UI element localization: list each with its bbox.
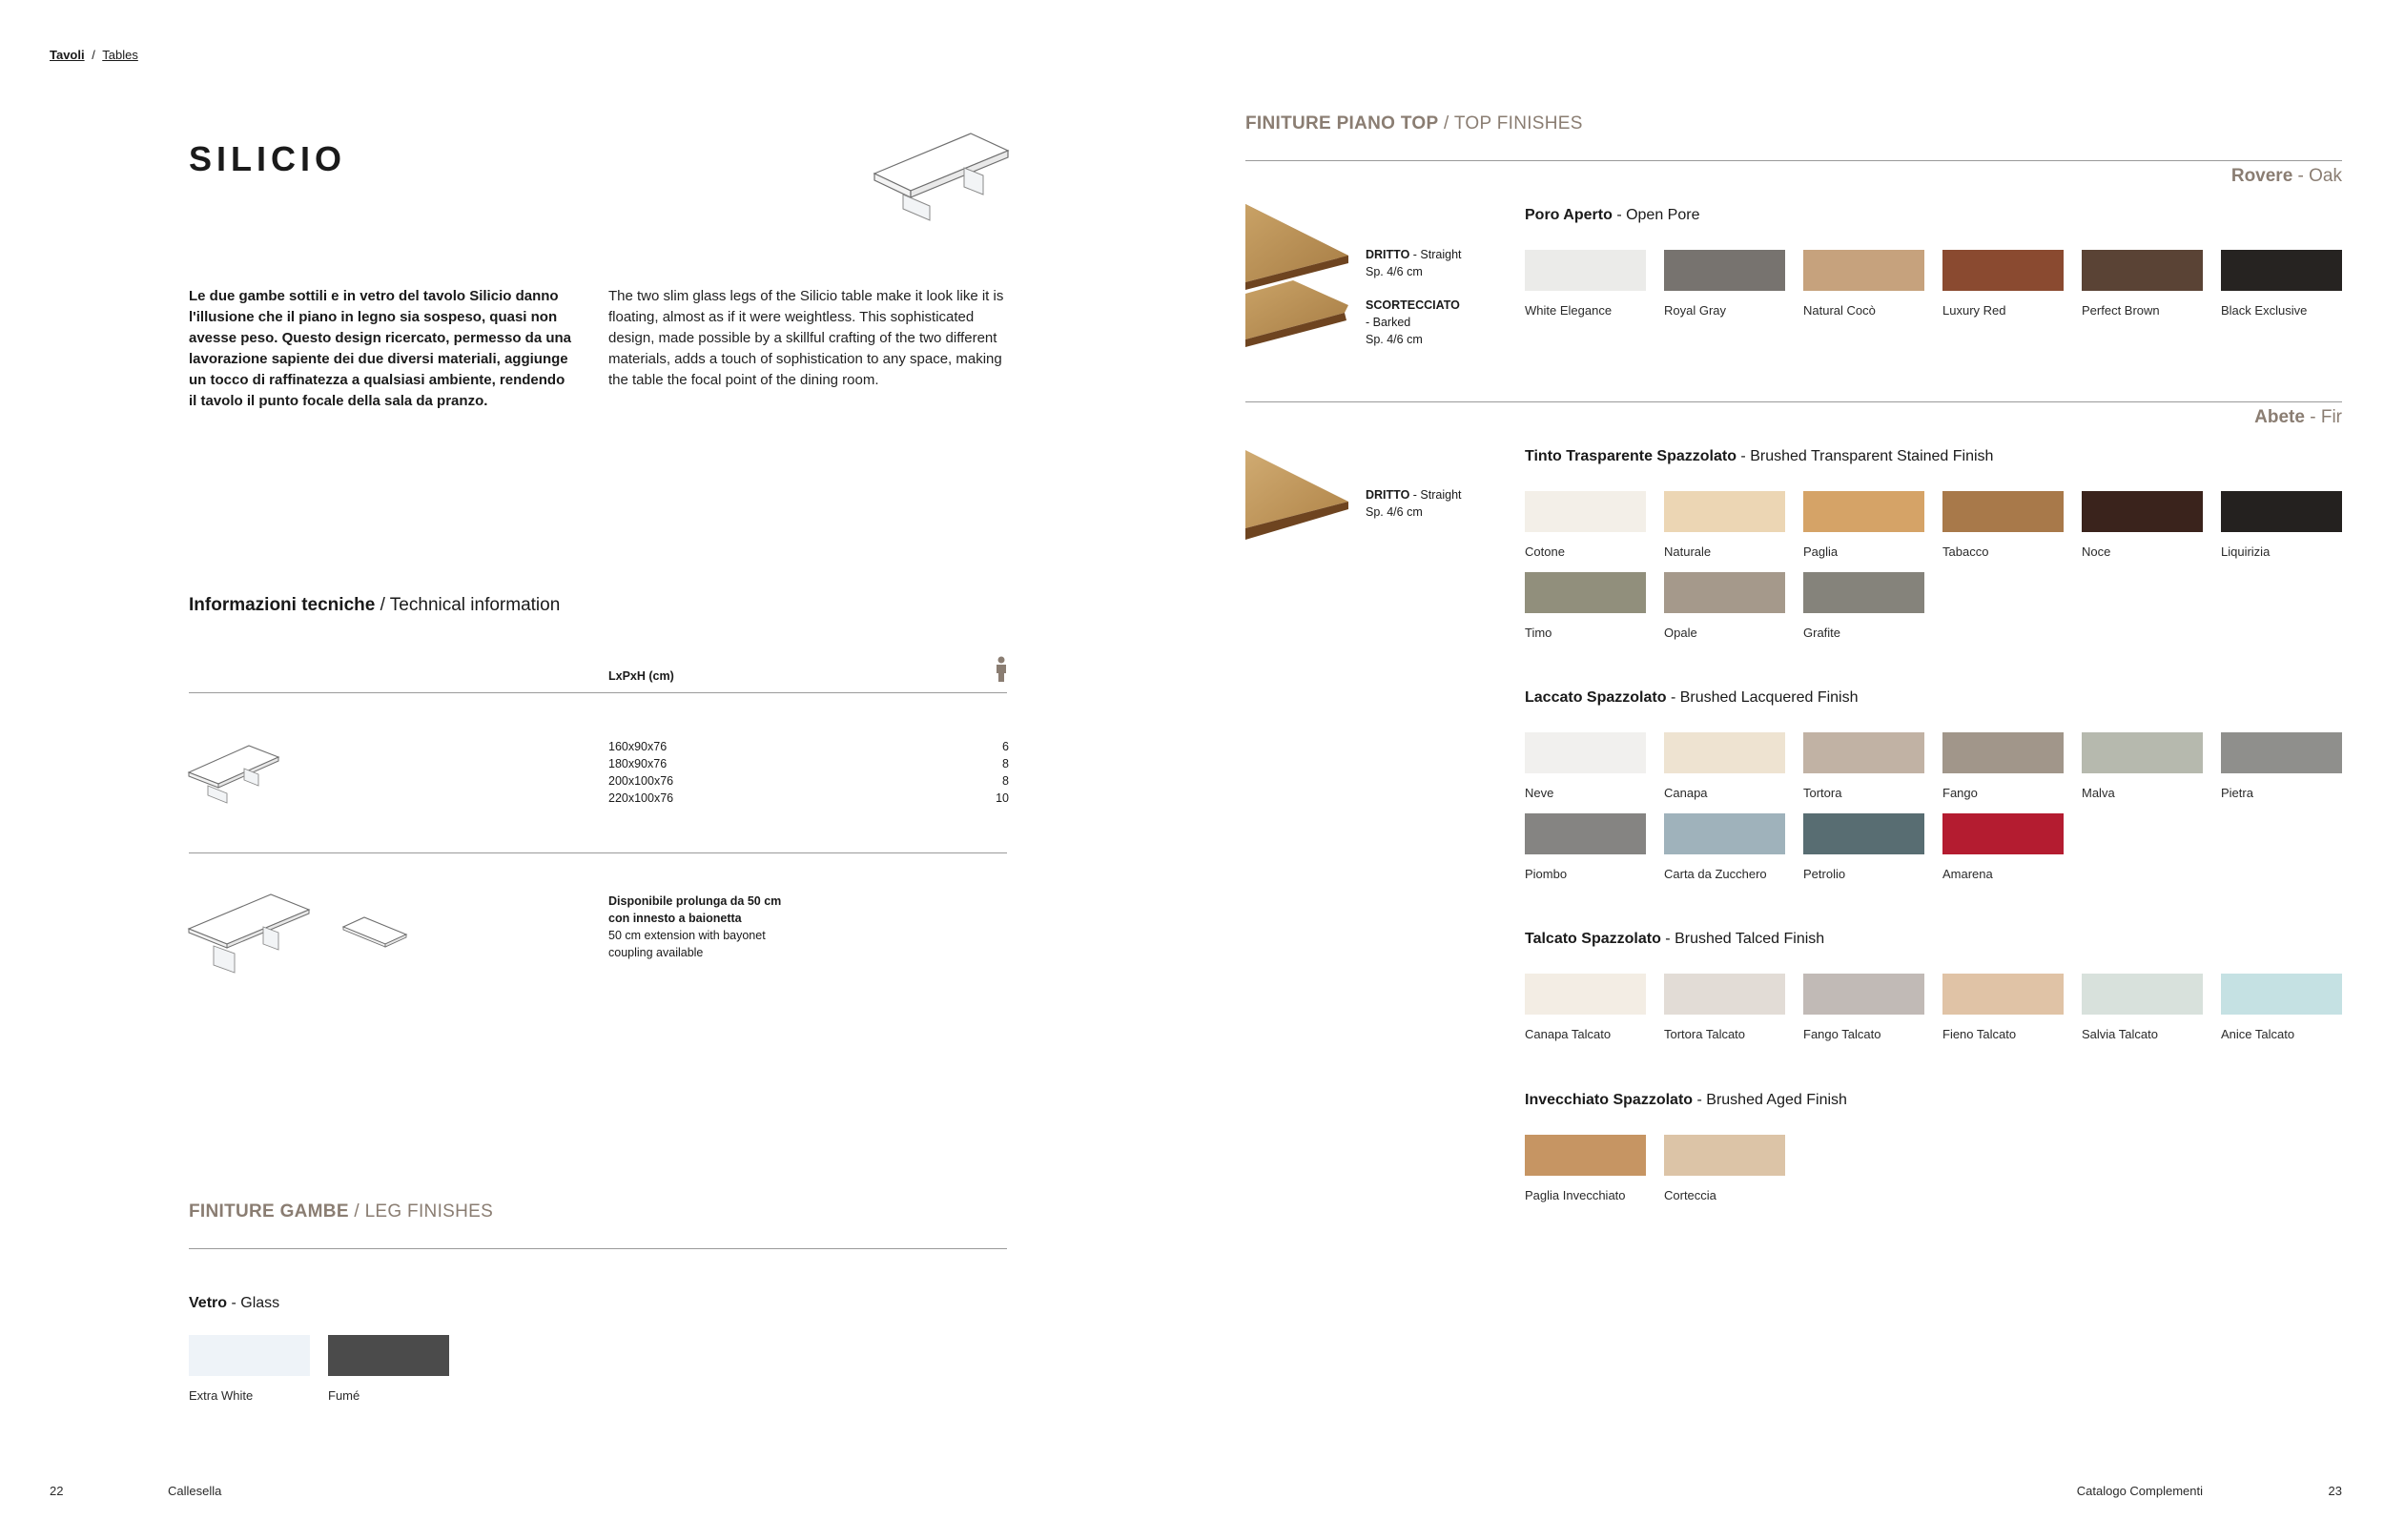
finish-swatch-label: Carta da Zucchero bbox=[1664, 867, 1767, 881]
finish-swatch-label: Fango Talcato bbox=[1803, 1027, 1881, 1041]
divider bbox=[1245, 401, 2342, 402]
finish-swatch-label: Perfect Brown bbox=[2082, 303, 2160, 318]
technical-info-title bbox=[189, 595, 560, 616]
glass-group-en: - Glass bbox=[231, 1295, 280, 1311]
edge-straight-label: DRITTO - Straight bbox=[1366, 488, 1462, 502]
oak-edge-illustration bbox=[1245, 202, 1352, 347]
finish-swatch-label: Natural Cocò bbox=[1803, 303, 1876, 318]
description-it: Le due gambe sottili e in vetro del tavolo Silicio danno l'illusione che il piano in legno sia sospeso, quasi non avesse peso. Questo design ricercato, permesso da una lavorazione sapiente dei due diversi materiali, aggiunge un tocco di raffinatezza a qualsiasi ambiente, rendendo il tavolo il punto focale della sala da pranzo. bbox=[189, 288, 571, 409]
finish-swatch[interactable] bbox=[1664, 974, 1785, 1015]
finish-swatch[interactable] bbox=[2082, 732, 2203, 773]
dimension-header: LxPxH (cm) bbox=[608, 669, 674, 683]
oak-name-en: - Oak bbox=[2297, 166, 2342, 186]
size-row bbox=[608, 755, 1009, 772]
finish-swatch[interactable] bbox=[1525, 732, 1646, 773]
finish-swatch-label: Grafite bbox=[1803, 626, 1841, 640]
oak-name-it: Rovere bbox=[2230, 166, 2293, 186]
divider bbox=[189, 1248, 1007, 1249]
finish-swatch[interactable] bbox=[1803, 572, 1924, 613]
finish-swatch[interactable] bbox=[1525, 250, 1646, 291]
extension-it-line1: Disponibile prolunga da 50 cm bbox=[608, 894, 782, 908]
finish-swatch-label: Anice Talcato bbox=[2221, 1027, 2295, 1041]
fir-group-name-en: - Brushed Lacquered Finish bbox=[1670, 689, 1859, 706]
person-icon bbox=[995, 656, 1008, 683]
finish-swatch-label: Canapa Talcato bbox=[1525, 1027, 1612, 1041]
glass-group-it: Vetro bbox=[189, 1295, 228, 1311]
brand-name: Callesella bbox=[168, 1484, 222, 1498]
leg-finishes-title-it: FINITURE GAMBE bbox=[189, 1201, 349, 1222]
finish-swatch[interactable] bbox=[189, 1335, 310, 1376]
fir-group-name-en: - Brushed Transparent Stained Finish bbox=[1740, 448, 1994, 464]
finish-swatch[interactable] bbox=[1525, 1135, 1646, 1176]
finish-swatch-label: Royal Gray bbox=[1664, 303, 1727, 318]
finish-swatch[interactable] bbox=[1942, 250, 2064, 291]
finish-swatch[interactable] bbox=[1942, 813, 2064, 854]
finish-swatch[interactable] bbox=[1942, 732, 2064, 773]
finish-swatch-label: Petrolio bbox=[1803, 867, 1846, 881]
fir-group-title bbox=[1525, 1092, 1847, 1109]
finish-swatch-label: Pietra bbox=[2221, 786, 2253, 800]
finish-swatch[interactable] bbox=[2082, 491, 2203, 532]
size-row bbox=[608, 790, 1009, 807]
table-illustration bbox=[873, 126, 1011, 223]
extension-info bbox=[608, 893, 781, 961]
finish-swatch[interactable] bbox=[2221, 732, 2342, 773]
finish-swatch[interactable] bbox=[2082, 250, 2203, 291]
finish-swatch-label: Noce bbox=[2082, 544, 2111, 559]
seats-value: 10 bbox=[996, 791, 1009, 805]
finish-swatch[interactable] bbox=[2082, 974, 2203, 1015]
finish-swatch[interactable] bbox=[2221, 491, 2342, 532]
fir-name-it: Abete bbox=[2254, 407, 2305, 427]
edge-straight-label: DRITTO - Straight bbox=[1366, 248, 1462, 261]
oak-group-title bbox=[1525, 207, 1699, 224]
page-title: SILICIO bbox=[189, 139, 347, 178]
description-en: The two slim glass legs of the Silicio table make it look like it is floating, almost as if it were weightless. This sophisticated design, made possible by a skillful crafting of the two different materials, adds a touch of sophistication to any space, making the table the focal point of the dining room. bbox=[608, 288, 1004, 388]
size-value: 200x100x76 bbox=[608, 774, 674, 788]
finish-swatch-label: Fango bbox=[1942, 786, 1978, 800]
finish-swatch[interactable] bbox=[1803, 250, 1924, 291]
finish-swatch-label: Neve bbox=[1525, 786, 1554, 800]
finish-swatch[interactable] bbox=[1664, 250, 1785, 291]
finish-swatch[interactable] bbox=[1803, 732, 1924, 773]
finish-swatch-label: Luxury Red bbox=[1942, 303, 2006, 318]
finish-swatch[interactable] bbox=[1803, 974, 1924, 1015]
glass-group-title bbox=[189, 1295, 279, 1312]
edge-barked-thickness: Sp. 4/6 cm bbox=[1366, 333, 1423, 346]
fir-group-name-it: Invecchiato Spazzolato bbox=[1525, 1092, 1694, 1108]
fir-edge-info bbox=[1366, 486, 1480, 521]
edge-straight-thickness: Sp. 4/6 cm bbox=[1366, 505, 1423, 519]
extension-it-line2: con innesto a baionetta bbox=[608, 912, 742, 925]
finish-swatch[interactable] bbox=[1525, 491, 1646, 532]
finish-swatch-label: Salvia Talcato bbox=[2082, 1027, 2158, 1041]
finish-swatch-label: Piombo bbox=[1525, 867, 1568, 881]
finish-swatch-label: Fumé bbox=[328, 1388, 360, 1403]
finish-swatch-label: Extra White bbox=[189, 1388, 254, 1403]
seats-value: 8 bbox=[1002, 757, 1009, 770]
table-extension-illustration bbox=[187, 891, 412, 976]
finish-swatch[interactable] bbox=[1664, 813, 1785, 854]
size-row bbox=[608, 772, 1009, 790]
finish-swatch-label: Paglia Invecchiato bbox=[1525, 1188, 1626, 1202]
fir-group-title bbox=[1525, 448, 1993, 465]
breadcrumb-current-link[interactable]: Tavoli bbox=[50, 48, 85, 62]
oak-header bbox=[2231, 166, 2342, 187]
fir-group-title bbox=[1525, 931, 1824, 948]
extension-en-line2: coupling available bbox=[608, 946, 704, 959]
finish-swatch[interactable] bbox=[2221, 974, 2342, 1015]
finish-swatch-label: Fieno Talcato bbox=[1942, 1027, 2017, 1041]
finish-swatch-label: Corteccia bbox=[1664, 1188, 1716, 1202]
finish-swatch-label: Paglia bbox=[1803, 544, 1839, 559]
breadcrumb-separator: / bbox=[92, 48, 95, 62]
catalog-name: Catalogo Complementi bbox=[2076, 1484, 2203, 1498]
finish-swatch-label: Cotone bbox=[1525, 544, 1565, 559]
finish-swatch-label: Tortora Talcato bbox=[1664, 1027, 1746, 1041]
divider bbox=[189, 692, 1007, 693]
fir-header bbox=[2254, 407, 2342, 428]
finish-swatch[interactable] bbox=[1525, 813, 1646, 854]
fir-group-name-it: Laccato Spazzolato bbox=[1525, 689, 1667, 706]
leg-finishes-title bbox=[189, 1201, 493, 1222]
size-value: 220x100x76 bbox=[608, 791, 674, 805]
finish-swatch[interactable] bbox=[1803, 491, 1924, 532]
finish-swatch[interactable] bbox=[1525, 572, 1646, 613]
technical-title-it: Informazioni tecniche bbox=[189, 595, 376, 615]
size-value: 180x90x76 bbox=[608, 757, 668, 770]
finish-swatch-label: Timo bbox=[1525, 626, 1552, 640]
breadcrumb bbox=[50, 48, 138, 62]
finish-swatch-label: Amarena bbox=[1942, 867, 1993, 881]
finish-swatch-label: Black Exclusive bbox=[2221, 303, 2308, 318]
edge-straight-thickness: Sp. 4/6 cm bbox=[1366, 265, 1423, 278]
page-number-left: 22 bbox=[50, 1484, 64, 1498]
fir-group-name-it: Talcato Spazzolato bbox=[1525, 931, 1661, 947]
fir-group-title bbox=[1525, 689, 1859, 707]
table-size-illustration bbox=[187, 740, 282, 805]
edge-barked-rest: - Barked bbox=[1366, 316, 1411, 329]
divider bbox=[1245, 160, 2342, 161]
finish-swatch[interactable] bbox=[1942, 974, 2064, 1015]
finish-swatch[interactable] bbox=[2221, 250, 2342, 291]
size-value: 160x90x76 bbox=[608, 740, 668, 753]
finish-swatch-label: Malva bbox=[2082, 786, 2115, 800]
finish-swatch[interactable] bbox=[1664, 732, 1785, 773]
technical-title-en: / Technical information bbox=[380, 595, 561, 615]
finish-swatch[interactable] bbox=[1525, 974, 1646, 1015]
oak-group-it: Poro Aperto bbox=[1525, 207, 1613, 223]
oak-edge-info bbox=[1366, 246, 1480, 348]
finish-swatch-label: White Elegance bbox=[1525, 303, 1613, 318]
finish-swatch[interactable] bbox=[1664, 491, 1785, 532]
top-finishes-title-it: FINITURE PIANO TOP bbox=[1245, 113, 1439, 133]
fir-name-en: - Fir bbox=[2310, 407, 2342, 427]
finish-swatch-label: Tortora bbox=[1803, 786, 1842, 800]
oak-group-en: - Open Pore bbox=[1616, 207, 1700, 223]
size-row bbox=[608, 738, 1009, 755]
top-finishes-title-en: / TOP FINISHES bbox=[1444, 113, 1583, 133]
edge-barked-label: SCORTECCIATO bbox=[1366, 298, 1460, 312]
finish-swatch[interactable] bbox=[1803, 813, 1924, 854]
top-finishes-title bbox=[1245, 113, 1583, 134]
extension-en-line1: 50 cm extension with bayonet bbox=[608, 929, 766, 942]
seats-value: 8 bbox=[1002, 774, 1009, 788]
finish-swatch[interactable] bbox=[1664, 572, 1785, 613]
finish-swatch-label: Canapa bbox=[1664, 786, 1708, 800]
finish-swatch[interactable] bbox=[328, 1335, 449, 1376]
page-number-right: 23 bbox=[2328, 1484, 2342, 1498]
finish-swatch-label: Tabacco bbox=[1942, 544, 1989, 559]
finish-swatch-label: Opale bbox=[1664, 626, 1697, 640]
finish-swatch-label: Naturale bbox=[1664, 544, 1712, 559]
leg-finishes-title-en: / LEG FINISHES bbox=[354, 1201, 494, 1222]
finish-swatch[interactable] bbox=[1942, 491, 2064, 532]
seats-value: 6 bbox=[1002, 740, 1009, 753]
fir-group-name-en: - Brushed Talced Finish bbox=[1665, 931, 1825, 947]
breadcrumb-translation-link[interactable]: Tables bbox=[102, 48, 138, 62]
divider bbox=[189, 852, 1007, 853]
finish-swatch-label: Liquirizia bbox=[2221, 544, 2271, 559]
fir-edge-illustration bbox=[1245, 448, 1352, 544]
finish-swatch[interactable] bbox=[1664, 1135, 1785, 1176]
fir-group-name-en: - Brushed Aged Finish bbox=[1696, 1092, 1847, 1108]
fir-group-name-it: Tinto Trasparente Spazzolato bbox=[1525, 448, 1737, 464]
